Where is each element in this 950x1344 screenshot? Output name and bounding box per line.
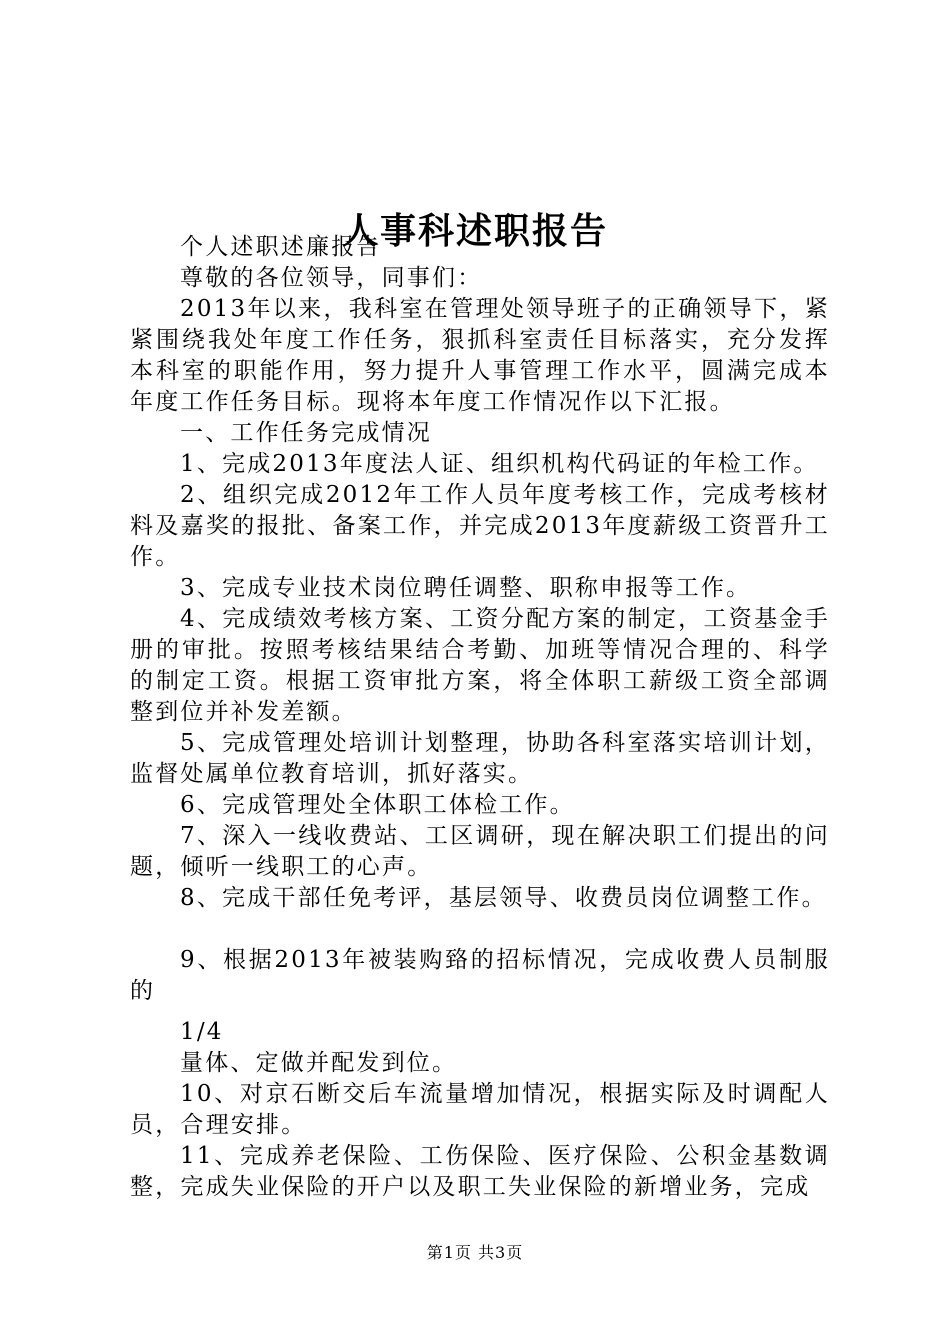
section-heading: 一、工作任务完成情况	[180, 420, 432, 446]
list-item-continuation: 量体、定做并配发到位。	[180, 1050, 458, 1076]
list-item: 9、根据2013年被装购臵的招标情况，完成收费人员制服的	[130, 947, 830, 1004]
list-item: 7、深入一线收费站、工区调研，现在解决职工们提出的问题，倾听一线职工的心声。	[130, 823, 830, 880]
list-item: 3、完成专业技术岗位聘任调整、职称申报等工作。	[180, 575, 752, 601]
paragraph-intro: 2013年以来，我科室在管理处领导班子的正确领导下，紧紧围绕我处年度工作任务，狠抓科室责任目标落实，充分发挥本科室的职能作用，努力提升人事管理工作水平，圆满完成本年度工作任务目标。现将本年度工作情况作以下汇报。	[130, 296, 830, 415]
list-item: 11、完成养老保险、工伤保险、医疗保险、公积金基数调整，完成失业保险的开户以及职工失业保险的新增业务，完成	[130, 1143, 830, 1200]
list-item: 1、完成2013年度法人证、组织机构代码证的年检工作。	[180, 451, 819, 477]
page-footer: 第1页 共3页	[426, 1243, 524, 1262]
list-item: 5、完成管理处培训计划整理，协助各科室落实培训计划，监督处属单位教育培训，抓好落实。	[130, 730, 830, 787]
paragraph-salutation: 尊敬的各位领导，同事们：	[180, 265, 483, 291]
list-item: 4、完成绩效考核方案、工资分配方案的制定，工资基金手册的审批。按照考核结果结合考勤、加班等情况合理的、科学的制定工资。根据工资审批方案，将全体职工薪级工资全部调整到位并补发差额。	[130, 606, 830, 725]
list-item: 10、对京石断交后车流量增加情况，根据实际及时调配人员，合理安排。	[130, 1081, 830, 1138]
document-title: 人事科述职报告	[341, 211, 608, 253]
list-item: 8、完成干部任免考评，基层领导、收费员岗位调整工作。	[180, 885, 827, 911]
paragraph-subtitle: 个人述职述廉报告	[180, 234, 382, 260]
page-fraction: 1/4	[180, 1019, 224, 1045]
document-body	[130, 232, 830, 1203]
list-item: 6、完成管理处全体职工体检工作。	[180, 792, 575, 818]
list-item: 2、组织完成2012年工作人员年度考核工作，完成考核材料及嘉奖的报批、备案工作，并完成2013年度薪级工资晋升工作。	[130, 482, 830, 570]
